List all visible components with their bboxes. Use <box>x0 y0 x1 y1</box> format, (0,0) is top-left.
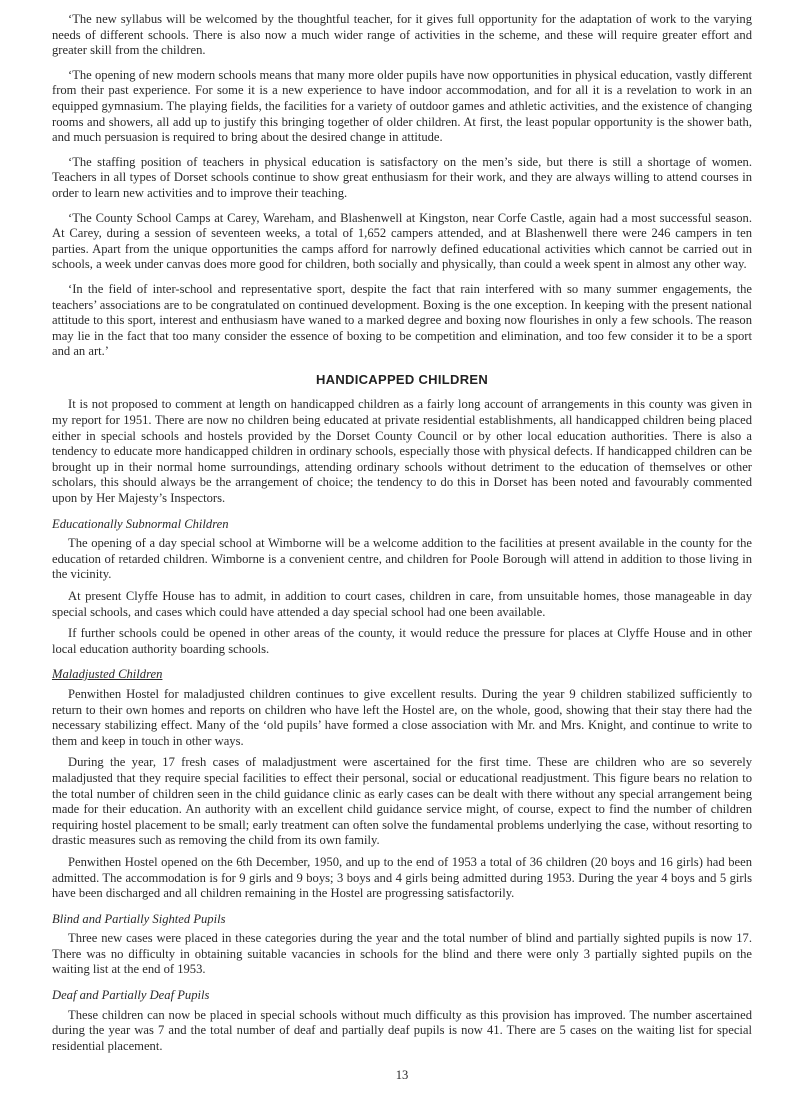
subnormal-paragraph: If further schools could be opened in other areas of the county, it would reduce the pressure for places at Clyffe House and in other local education authority boarding schools. <box>52 626 752 656</box>
quoted-paragraph-modern-schools: ‘The opening of new modern schools means that many more older pupils have now opportunities in physical education, vastly different from their past experience. For some it is a new experience to have indoor accommodation, and for all it is a revelation to work in an equipped gymnasium. The playing fields, the facilities for a variety of outdoor games and athletic activities, and the existence of changing rooms and showers, all add up to justify this bringing together of older children. At first, the least popular opportunity is the shower bath, and much persuasion is required to bring about the desired change in attitude. <box>52 67 752 145</box>
blind-paragraph: Three new cases were placed in these categories during the year and the total number of blind and partially sighted pupils is now 17. There was no difficulty in obtaining suitable vacancies in schools for the blind and there were only 3 partially sighted pupils on the waiting list at the end of 1953. <box>52 931 752 977</box>
subsection-title-deaf: Deaf and Partially Deaf Pupils <box>52 988 210 1003</box>
quoted-paragraph-syllabus: ‘The new syllabus will be welcomed by the thoughtful teacher, for it gives full opportunity for the adaptation of work to the varying needs of different schools. There is also now a much wider range of activities in the scheme, and these will require greater effort and greater skill from the children. <box>52 12 752 58</box>
maladjusted-paragraph: During the year, 17 fresh cases of maladjustment were ascertained for the first time. These are children who are so severely maladjusted that they require special facilities to effect their personal, social or educational readjustment. This figure bears no relation to the total number of children seen in the child guidance clinic as early cases can be dealt with there without any special arrangement being made for their education. An authority with an excellent child guidance service might, of course, expect to find the number of children requiring hostel placement to be small; early treatment can often solve the fundamental problems underlying the case, without resorting to drastic measures such as removing the child from its own family. <box>52 755 752 848</box>
maladjusted-paragraph: Penwithen Hostel opened on the 6th December, 1950, and up to the end of 1953 a total of 36 children (20 boys and 16 girls) had been admitted. The accommodation is for 9 girls and 9 boys; 3 boys and 4 girls being admitted during 1953. During the year 4 boys and 5 girls have been discharged and all children remaining in the Hostel are progressing satisfactorily. <box>52 854 752 901</box>
quoted-paragraph-camps: ‘The County School Camps at Carey, Wareham, and Blashenwell at Kingston, near Corfe Castle, again had a most successful season. At Carey, during a session of seventeen weeks, a total of 1,652 campers attended, and at Blashenwell there were 246 campers in ten parties. Apart from the unique opportunities the camps afford for narrowly defined educational activities which cannot be carried out in schools, a week under canvas does more good for children, both socially and physically, than could a week spent in almost any other way. <box>52 210 752 272</box>
intro-paragraph: It is not proposed to comment at length on handicapped children as a fairly long account of arrangements in this county was given in my report for 1951. There are now no children being educated at private residential establishments, all handicapped children being placed either in special schools and hostels provided by the Dorset County Council or by other local education authorities. There is also a tendency to educate more handicapped children in ordinary schools, especially those with physical defects. If handicapped children can be brought up in their normal home surroundings, attending ordinary schools without detriment to the education of themselves or other scholars, this should always be the arrangement of choice; the tendency to do this in Dorset has been noted and favourably commented upon by Her Majesty’s Inspectors. <box>52 397 752 506</box>
page-number: 13 <box>395 1068 409 1083</box>
deaf-paragraph: These children can now be placed in special schools without much difficulty as this provision has improved. The number ascertained during the year was 7 and the total number of deaf and partially deaf pupils is now 41. There are 5 cases on the waiting list for special residential placement. <box>52 1007 752 1053</box>
subnormal-paragraph: The opening of a day special school at Wimborne will be a welcome addition to the facilities at present available in the county for the education of retarded children. Wimborne is a convenient centre, and children for Poole Borough will attend in addition to those living in the vicinity. <box>52 536 752 582</box>
subsection-title-blind: Blind and Partially Sighted Pupils <box>52 911 226 926</box>
section-heading: HANDICAPPED CHILDREN <box>315 371 489 387</box>
subnormal-paragraph: At present Clyffe House has to admit, in addition to court cases, children in care, from unsuitable homes, those manageable in day special schools, and cases which could have attended a day special school had one been available. <box>52 589 752 619</box>
quoted-paragraph-staffing: ‘The staffing position of teachers in physical education is satisfactory on the men’s side, but there is still a shortage of women. Teachers in all types of Dorset schools continue to show great enthusiasm for their work, and they are always willing to attend courses in order to learn new activities and to improve their teaching. <box>52 154 752 200</box>
subsection-title-subnormal: Educationally Subnormal Children <box>52 516 229 531</box>
maladjusted-paragraph: Penwithen Hostel for maladjusted children continues to give excellent results. During the year 9 children stabilized sufficiently to return to their own homes and reports on children who have left the Hostel are, on the whole, good, showing that their stay there had the necessary stabilizing effect. Many of the ‘old pupils’ have formed a close association with Mr. and Mrs. Knight, and continue to write to them and keep in touch in other ways. <box>52 686 752 748</box>
subsection-title-maladjusted: Maladjusted Children <box>52 667 163 682</box>
quoted-paragraph-sport: ‘In the field of inter-school and representative sport, despite the fact that rain interfered with so many summer engagements, the teachers’ associations are to be congratulated on continued development. Boxing is the one exception. In keeping with the present national attitude to this sport, interest and enthusiasm have waned to a marked degree and boxing now flourishes in only a few schools. The reason may lie in the fact that too many consider the essence of boxing to be competition and elimination, and too few consider it to be a sport and an art.’ <box>52 281 752 359</box>
